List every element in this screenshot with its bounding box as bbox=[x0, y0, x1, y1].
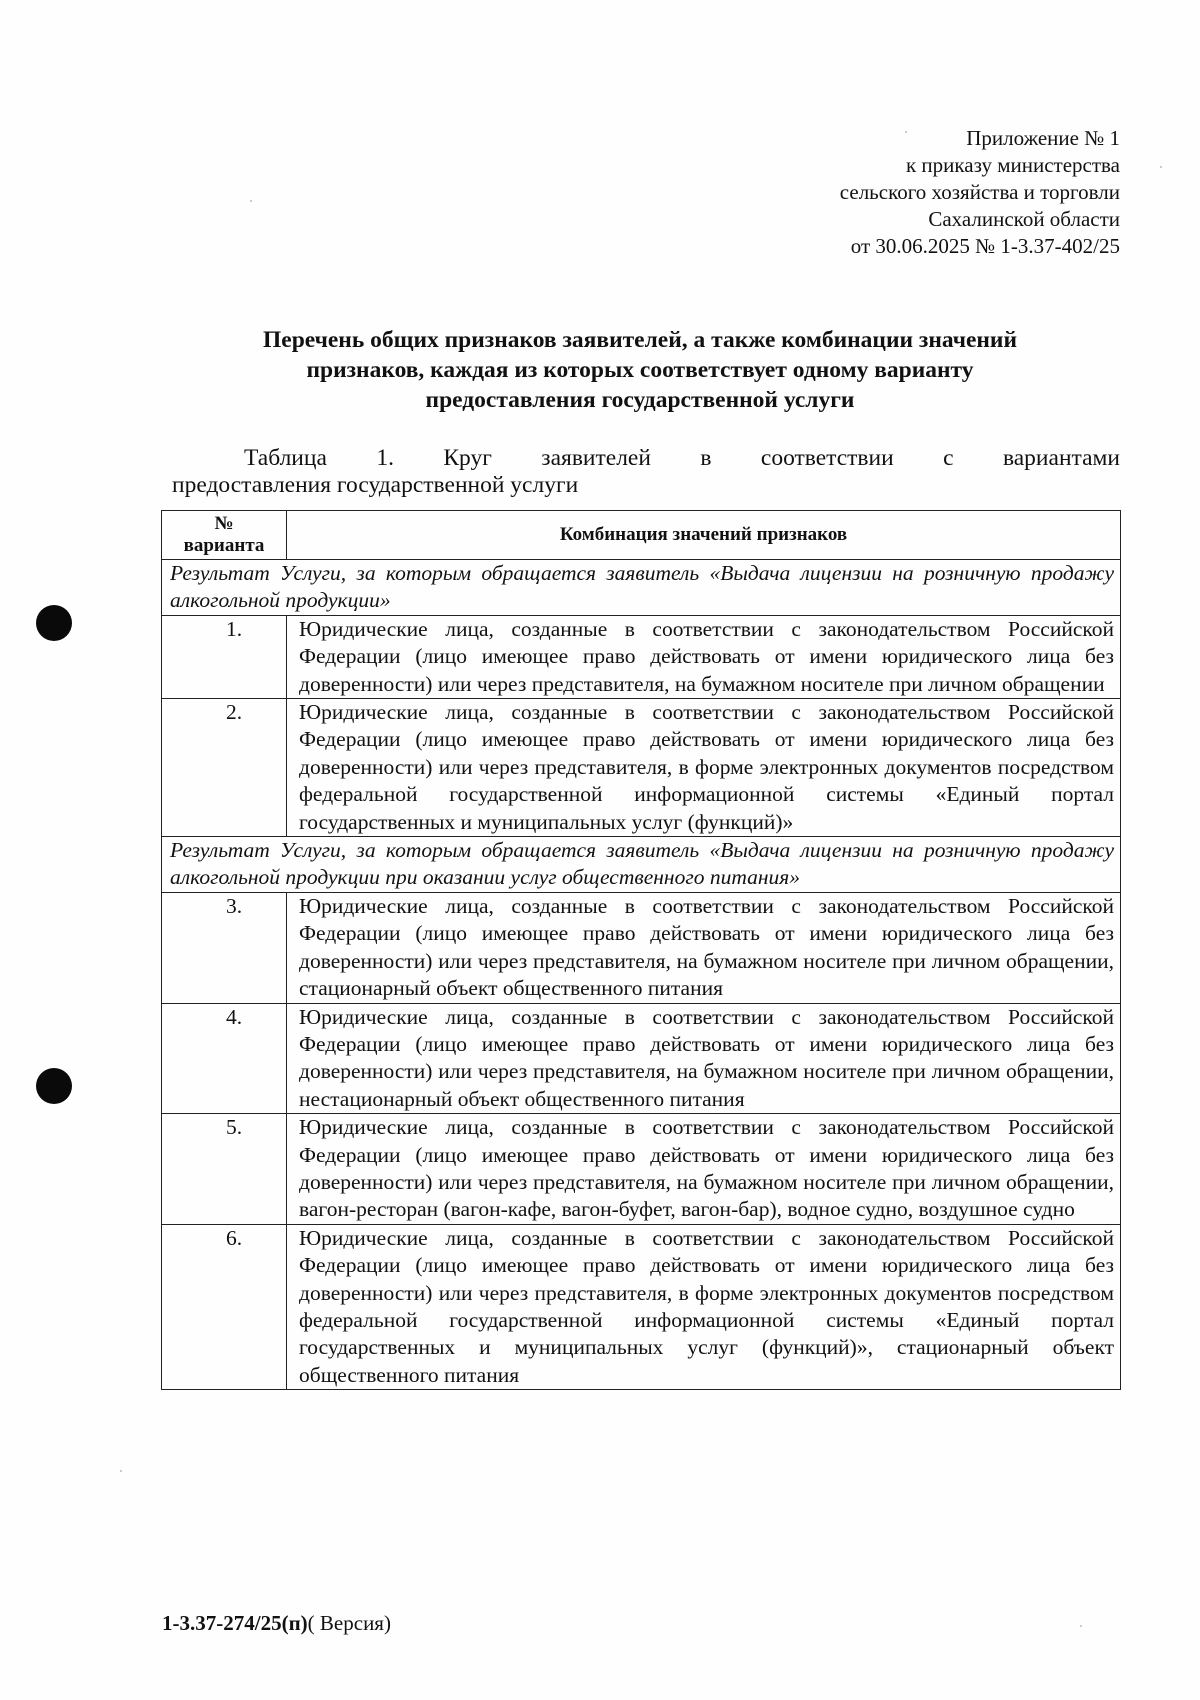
column-header-number: № варианта bbox=[162, 511, 287, 560]
section-heading: Результат Услуги, за которым обращается заявитель «Выдача лицензии на розничную продажу алкогольной продукции при оказании услуг общественного питания» bbox=[162, 837, 1121, 893]
caption-word: с bbox=[943, 445, 954, 471]
appendix-number: Приложение № 1 bbox=[966, 126, 1120, 150]
table-row bbox=[162, 892, 1121, 1003]
variants-table bbox=[161, 510, 1121, 1390]
appendix-header bbox=[840, 125, 1120, 260]
section-row bbox=[162, 560, 1121, 616]
table-row bbox=[162, 1224, 1121, 1389]
scan-speck bbox=[1080, 1625, 1082, 1627]
appendix-ministry: сельского хозяйства и торговли bbox=[839, 180, 1120, 204]
punch-hole-bottom bbox=[36, 1068, 72, 1104]
document-title bbox=[160, 325, 1120, 415]
section-heading: Результат Услуги, за которым обращается заявитель «Выдача лицензии на розничную продажу алкогольной продукции» bbox=[162, 560, 1121, 616]
scan-speck bbox=[120, 1470, 122, 1472]
document-version: ( Версия) bbox=[307, 1611, 391, 1635]
table-header-row bbox=[162, 511, 1121, 560]
variant-description: Юридические лица, созданные в соответствии с законодательством Российской Федерации (лицо имеющее право действовать от имени юридического лица без доверенности) или через представителя, в форме электронных документов посредством федеральной государственной информационной системы «Единый портал государственных и муниципальных услуг (функций)» bbox=[287, 699, 1121, 837]
title-line: признаков, каждая из которых соответствует одному варианту bbox=[306, 357, 974, 383]
caption-line-2: предоставления государственной услуги bbox=[172, 472, 579, 498]
variant-number: 4. bbox=[162, 1003, 287, 1114]
variant-description: Юридические лица, созданные в соответствии с законодательством Российской Федерации (лицо имеющее право действовать от имени юридического лица без доверенности) или через представителя, в форме электронных документов посредством федеральной государственной информационной системы «Единый портал государственных и муниципальных услуг (функций)», стационарный объект общественного питания bbox=[287, 1224, 1121, 1389]
variant-number: 6. bbox=[162, 1224, 287, 1389]
column-header-combination: Комбинация значений признаков bbox=[287, 511, 1121, 560]
appendix-order-ref: к приказу министерства bbox=[905, 153, 1120, 177]
caption-word: заявителей bbox=[541, 445, 651, 471]
caption-word: в bbox=[700, 445, 712, 471]
appendix-order-date: от 30.06.2025 № 1-3.37-402/25 bbox=[850, 234, 1120, 258]
variant-number: 2. bbox=[162, 699, 287, 837]
caption-word: соответствии bbox=[760, 445, 894, 471]
variant-number: 3. bbox=[162, 892, 287, 1003]
variant-number: 1. bbox=[162, 615, 287, 698]
caption-word: 1. bbox=[376, 445, 394, 471]
title-line: предоставления государственной услуги bbox=[425, 387, 855, 413]
appendix-region: Сахалинской области bbox=[928, 207, 1120, 231]
table-row bbox=[162, 699, 1121, 837]
variant-description: Юридические лица, созданные в соответствии с законодательством Российской Федерации (лицо имеющее право действовать от имени юридического лица без доверенности) или через представителя, на бумажном носителе при личном обращении bbox=[287, 615, 1121, 698]
document-footer bbox=[162, 1610, 391, 1636]
variant-number: 5. bbox=[162, 1114, 287, 1225]
variant-description: Юридические лица, созданные в соответствии с законодательством Российской Федерации (лицо имеющее право действовать от имени юридического лица без доверенности) или через представителя, на бумажном носителе при личном обращении, вагон-ресторан (вагон-кафе, вагон-буфет, вагон-бар), водное судно, воздушное судно bbox=[287, 1114, 1121, 1225]
section-row bbox=[162, 837, 1121, 893]
table-row bbox=[162, 1003, 1121, 1114]
table-row bbox=[162, 615, 1121, 698]
caption-word: Круг bbox=[443, 445, 492, 471]
scan-speck bbox=[250, 200, 252, 202]
table-row bbox=[162, 1114, 1121, 1225]
caption-word: Таблица bbox=[244, 445, 327, 471]
variant-description: Юридические лица, созданные в соответствии с законодательством Российской Федерации (лицо имеющее право действовать от имени юридического лица без доверенности) или через представителя, на бумажном носителе при личном обращении, стационарный объект общественного питания bbox=[287, 892, 1121, 1003]
table-caption bbox=[172, 445, 1120, 499]
document-code: 1-3.37-274/25(п) bbox=[162, 1611, 308, 1635]
caption-line-1 bbox=[172, 445, 1120, 472]
punch-hole-top bbox=[36, 605, 72, 641]
variant-description: Юридические лица, созданные в соответствии с законодательством Российской Федерации (лицо имеющее право действовать от имени юридического лица без доверенности) или через представителя, на бумажном носителе при личном обращении, нестационарный объект общественного питания bbox=[287, 1003, 1121, 1114]
caption-word: вариантами bbox=[1002, 445, 1120, 471]
title-line: Перечень общих признаков заявителей, а также комбинации значений bbox=[262, 327, 1017, 353]
scan-speck bbox=[1160, 166, 1162, 168]
